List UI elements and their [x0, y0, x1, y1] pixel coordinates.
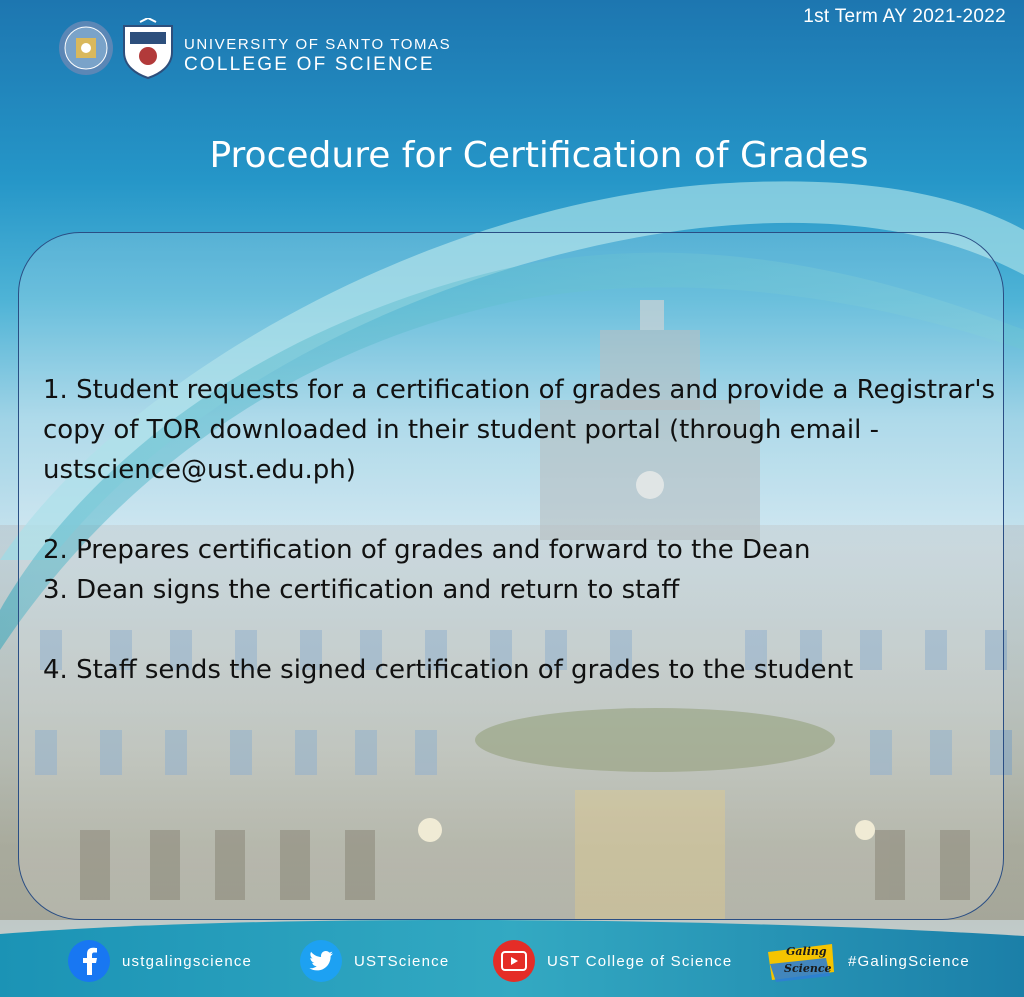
- college-shield-icon: [120, 18, 176, 80]
- page-title: Procedure for Certification of Grades: [209, 135, 869, 176]
- hashtag-link[interactable]: [766, 940, 970, 982]
- hashtag-text: #GalingScience: [848, 952, 970, 970]
- galing-science-badge: [766, 938, 836, 984]
- step-2: 2. Prepares certification of grades and forward to the Dean: [43, 535, 811, 565]
- step-1: 1. Student requests for a certification of grades and provide a Registrar's copy of TOR downloaded in their student portal (through email - ustscience@ust.edu.ph): [43, 375, 996, 485]
- twitter-link[interactable]: [300, 940, 449, 982]
- facebook-handle: ustgalingscience: [122, 952, 253, 970]
- college-logo-group: [58, 18, 478, 82]
- step-4: 4. Staff sends the signed certification of grades to the student: [43, 655, 854, 685]
- youtube-channel: UST College of Science: [547, 952, 733, 970]
- facebook-icon: [68, 940, 110, 982]
- twitter-icon: [300, 940, 342, 982]
- badge-line-1: Galing: [786, 945, 827, 958]
- badge-line-2: Science: [784, 962, 832, 975]
- facebook-link[interactable]: [68, 940, 252, 982]
- step-3: 3. Dean signs the certification and return to staff: [43, 575, 680, 605]
- youtube-icon: [493, 940, 535, 982]
- procedure-steps: [43, 370, 1003, 690]
- university-name: UNIVERSITY OF SANTO TOMAS: [184, 36, 452, 53]
- twitter-handle: USTScience: [354, 952, 450, 970]
- college-name: COLLEGE OF SCIENCE: [184, 54, 435, 75]
- term-label: 1st Term AY 2021-2022: [803, 6, 1006, 27]
- university-seal-icon: [58, 20, 114, 76]
- youtube-link[interactable]: [493, 940, 732, 982]
